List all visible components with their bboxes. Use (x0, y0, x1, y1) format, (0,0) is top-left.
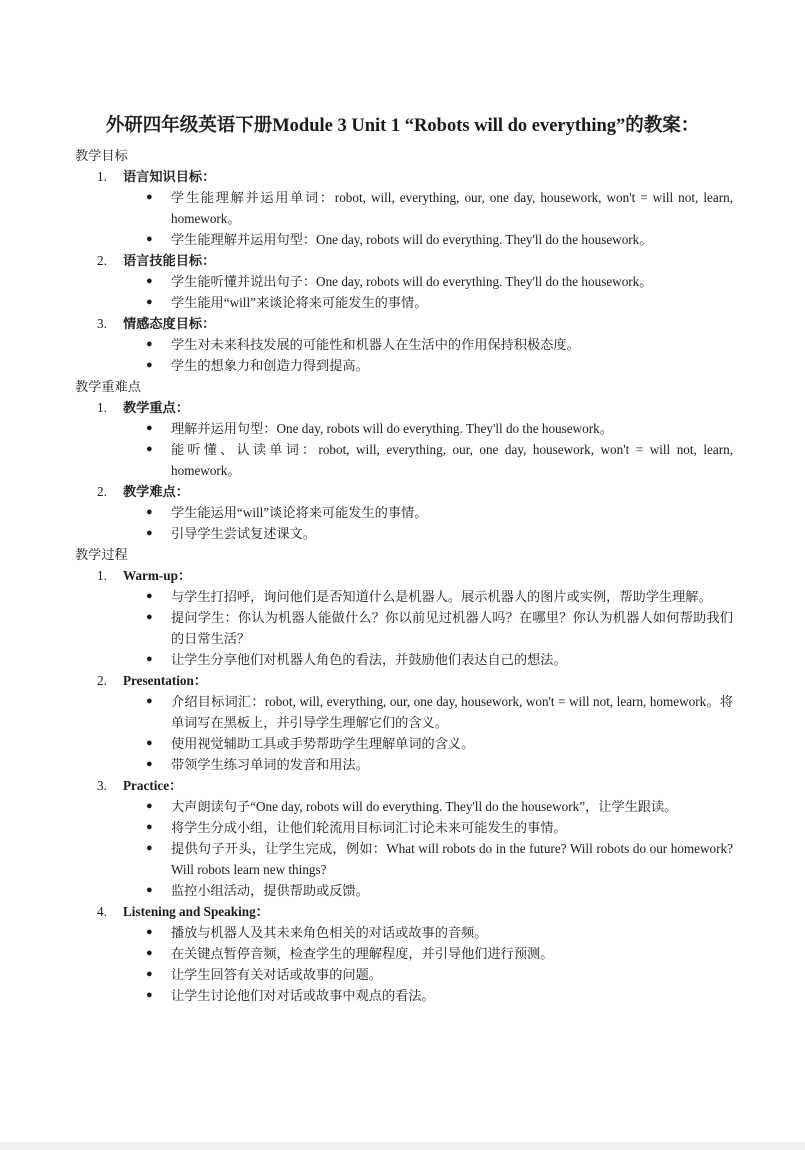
item-number: 3. (97, 316, 107, 331)
numbered-item (75, 901, 733, 922)
item-number: 1. (97, 400, 107, 415)
numbered-item (75, 166, 733, 187)
item-number: 3. (97, 778, 107, 793)
item-number: 2. (97, 484, 107, 499)
bullet-item (75, 271, 733, 292)
bullet-item (75, 355, 733, 376)
item-number: 1. (97, 568, 107, 583)
page-bottom-edge (0, 1142, 805, 1150)
bullet-dot-icon: ● (146, 443, 153, 455)
bullet-item (75, 334, 733, 355)
item-label: Practice： (123, 778, 183, 793)
bullet-dot-icon: ● (146, 422, 153, 434)
bullet-item (75, 922, 733, 943)
item-label: Presentation： (123, 673, 207, 688)
bullet-text: 在关键点暂停音频，检查学生的理解程度，并引导他们进行预测。 (171, 946, 554, 961)
document-title: 外研四年级英语下册Module 3 Unit 1 “Robots will do everything”的教案： (105, 116, 700, 136)
item-label: 情感态度目标： (123, 316, 216, 331)
document-body (75, 145, 733, 1006)
bullet-dot-icon: ● (146, 842, 153, 854)
bullet-text: 学生对未来科技发展的可能性和机器人在生活中的作用保持积极态度。 (171, 337, 580, 352)
bullet-text: 理解并运用句型：One day, robots will do everything. They'll do the housework。 (171, 421, 613, 436)
bullet-text: 学生能理解并运用句型：One day, robots will do everything. They'll do the housework。 (171, 232, 653, 247)
bullet-item (75, 439, 733, 481)
bullet-text: 播放与机器人及其未来角色相关的对话或故事的音频。 (171, 925, 488, 940)
bullet-dot-icon: ● (146, 800, 153, 812)
bullet-text: 学生能听懂并说出句子：One day, robots will do everything. They'll do the housework。 (171, 274, 653, 289)
bullet-item (75, 523, 733, 544)
bullet-dot-icon: ● (146, 590, 153, 602)
bullet-text: 介绍目标词汇：robot, will, everything, our, one day, housework, won't = will not, learn, homework。将单词写在黑板上，并引导学生理解它们的含义。 (171, 694, 733, 730)
bullet-dot-icon: ● (146, 275, 153, 287)
numbered-item (75, 670, 733, 691)
bullet-text: 大声朗读句子“One day, robots will do everything. They'll do the housework”，让学生跟读。 (171, 799, 678, 814)
bullet-dot-icon: ● (146, 233, 153, 245)
bullet-dot-icon: ● (146, 821, 153, 833)
bullet-text: 引导学生尝试复述课文。 (171, 526, 317, 541)
section-heading: 教学目标 (75, 148, 128, 163)
bullet-item (75, 292, 733, 313)
bullet-dot-icon: ● (146, 758, 153, 770)
bullet-item (75, 691, 733, 733)
bullet-item (75, 943, 733, 964)
bullet-item (75, 229, 733, 250)
bullet-dot-icon: ● (146, 947, 153, 959)
bullet-text: 让学生分享他们对机器人角色的看法，并鼓励他们表达自己的想法。 (171, 652, 567, 667)
bullet-item (75, 586, 733, 607)
bullet-item (75, 880, 733, 901)
item-label: 语言知识目标： (123, 169, 216, 184)
bullet-item (75, 649, 733, 670)
numbered-item (75, 313, 733, 334)
bullet-dot-icon: ● (146, 611, 153, 623)
bullet-dot-icon: ● (146, 989, 153, 1001)
bullet-item (75, 187, 733, 229)
bullet-dot-icon: ● (146, 884, 153, 896)
bullet-text: 让学生讨论他们对对话或故事中观点的看法。 (171, 988, 435, 1003)
bullet-text: 能听懂、认读单词：robot, will, everything, our, one day, housework, won't = will not, learn, homework。 (171, 442, 733, 478)
item-number: 2. (97, 253, 107, 268)
section-heading: 教学过程 (75, 547, 128, 562)
bullet-item (75, 502, 733, 523)
bullet-text: 学生能用“will”来谈论将来可能发生的事情。 (171, 295, 428, 310)
bullet-dot-icon: ● (146, 191, 153, 203)
bullet-item (75, 964, 733, 985)
bullet-text: 提问学生：你认为机器人能做什么？你以前见过机器人吗？在哪里？你认为机器人如何帮助我们的日常生活？ (171, 610, 733, 646)
item-label: 语言技能目标： (123, 253, 216, 268)
bullet-dot-icon: ● (146, 695, 153, 707)
bullet-item (75, 418, 733, 439)
bullet-dot-icon: ● (146, 338, 153, 350)
bullet-dot-icon: ● (146, 926, 153, 938)
bullet-dot-icon: ● (146, 506, 153, 518)
section-heading: 教学重难点 (75, 379, 141, 394)
bullet-item (75, 796, 733, 817)
item-number: 1. (97, 169, 107, 184)
item-label: 教学难点： (123, 484, 189, 499)
bullet-item (75, 733, 733, 754)
numbered-item (75, 565, 733, 586)
bullet-dot-icon: ● (146, 737, 153, 749)
item-label: 教学重点： (123, 400, 189, 415)
bullet-text: 提供句子开头，让学生完成，例如：What will robots do in the future? Will robots do our homework? Will robots learn new things? (171, 841, 733, 877)
numbered-item (75, 397, 733, 418)
bullet-text: 监控小组活动，提供帮助或反馈。 (171, 883, 369, 898)
bullet-text: 学生能运用“will”谈论将来可能发生的事情。 (171, 505, 428, 520)
bullet-text: 带领学生练习单词的发音和用法。 (171, 757, 369, 772)
bullet-dot-icon: ● (146, 653, 153, 665)
item-label: Listening and Speaking： (123, 904, 269, 919)
bullet-item (75, 607, 733, 649)
numbered-item (75, 250, 733, 271)
bullet-text: 让学生回答有关对话或故事的问题。 (171, 967, 382, 982)
item-number: 2. (97, 673, 107, 688)
item-label: Warm-up： (123, 568, 192, 583)
numbered-item (75, 775, 733, 796)
bullet-item (75, 985, 733, 1006)
bullet-text: 与学生打招呼，询问他们是否知道什么是机器人。展示机器人的图片或实例，帮助学生理解。 (171, 589, 712, 604)
bullet-dot-icon: ● (146, 359, 153, 371)
bullet-text: 将学生分成小组，让他们轮流用目标词汇讨论未来可能发生的事情。 (171, 820, 567, 835)
bullet-dot-icon: ● (146, 296, 153, 308)
bullet-text: 学生的想象力和创造力得到提高。 (171, 358, 369, 373)
bullet-item (75, 754, 733, 775)
bullet-item (75, 817, 733, 838)
item-number: 4. (97, 904, 107, 919)
bullet-item (75, 838, 733, 880)
bullet-dot-icon: ● (146, 527, 153, 539)
numbered-item (75, 481, 733, 502)
bullet-text: 使用视觉辅助工具或手势帮助学生理解单词的含义。 (171, 736, 475, 751)
bullet-text: 学生能理解并运用单词：robot, will, everything, our, one day, housework, won't = will not, learn, homework。 (171, 190, 733, 226)
bullet-dot-icon: ● (146, 968, 153, 980)
